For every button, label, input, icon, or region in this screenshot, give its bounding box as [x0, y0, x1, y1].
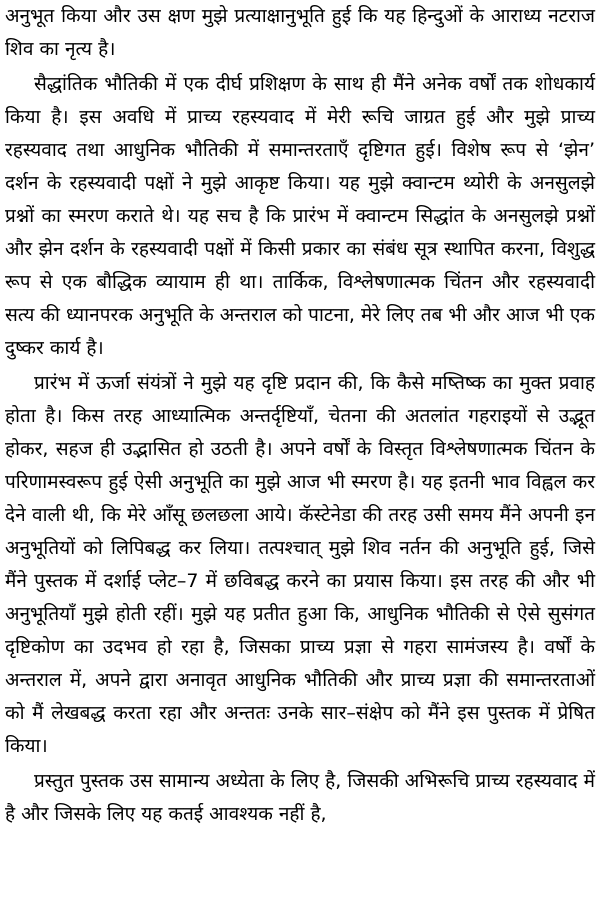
- paragraph-intended-reader: प्रस्तुत पुस्तक उस सामान्य अध्येता के लिए है, जिसकी अभिरूचि प्राच्य रहस्यवाद में है और जिसके लिए यह कतई आवश्यक नहीं है,: [5, 770, 595, 825]
- body-text: [5, 0, 595, 831]
- paragraph-energy-insight: प्रारंभ में ऊर्जा संयंत्रों ने मुझे यह दृष्टि प्रदान की, कि कैसे मष्तिष्क का मुक्त प्रवाह होता है। किस तरह आध्यात्मिक अन्तर्दृष्टियाँ, चेतना की अतलांत गहराइयों से उद्भूत होकर, सहज ही उद्भासित हो उठती है। अपने वर्षों के विस्तृत विश्लेषणात्मक चिंतन के परिणामस्वरूप हुई ऐसी अनुभूति का मुझे आज भी स्मरण है। यह इतनी भाव विह्वल कर देने वाली थी, कि मेरे आँसू छलछला आये। कॅस्टेनेडा की तरह उसी समय मैंने अपनी इन अनुभूतियों को लिपिबद्ध कर लिया। तत्पश्चात् मुझे शिव नर्तन की अनुभूति हुई, जिसे मैंने पुस्तक में दर्शाई प्लेट–7 में छविबद्ध करने का प्रयास किया। इस तरह की और भी अनुभूतियाँ मुझे होती रहीं। मुझे यह प्रतीत हुआ कि, आधुनिक भौतिकी से ऐसे सुसंगत दृष्टिकोण का उदभव हो रहा है, जिसका प्राच्य प्रज्ञा से गहरा सामंजस्य है। वर्षों के अन्तराल में, अपने द्वारा अनावृत आधुनिक भौतिकी और प्राच्य प्रज्ञा की समान्तरताओं को मैं लेखबद्ध करता रहा और अन्ततः उनके सार–संक्षेप को मैंने इस पुस्तक में प्रेषित किया।: [5, 372, 595, 757]
- paragraph-theoretical-physics: सैद्धांतिक भौतिकी में एक दीर्घ प्रशिक्षण के साथ ही मैंने अनेक वर्षों तक शोधकार्य किया है। इस अवधि में प्राच्य रहस्यवाद में मेरी रूचि जाग्रत हुई और मुझे प्राच्य रहस्यवाद तथा आधुनिक भौतिकी में समान्तरताएँ दृष्टिगत हुई। विशेष रूप से ‘झेन’ दर्शन के रहस्यवादी पक्षों ने मुझे आकृष्ट किया। यह मुझे क्वान्टम थ्योरी के अनसुलझे प्रश्नों का स्मरण कराते थे। यह सच है कि प्रारंभ में क्वान्टम सिद्धांत के अनसुलझे प्रश्नों और झेन दर्शन के रहस्यवादी पक्षों में किसी प्रकार का संबंध सूत्र स्थापित करना, विशुद्ध रूप से एक बौद्धिक व्यायाम ही था। तार्किक, विश्लेषणात्मक चिंतन और रहस्यवादी सत्य की ध्यानपरक अनुभूति के अन्तराल को पाटना, मेरे लिए तब भी और आज भी एक दुष्कर कार्य है।: [5, 73, 595, 359]
- paragraph-continuation: अनुभूत किया और उस क्षण मुझे प्रत्याक्षानुभूति हुई कि यह हिन्दुओं के आराध्य नटराज शिव का नृत्य है।: [5, 5, 595, 60]
